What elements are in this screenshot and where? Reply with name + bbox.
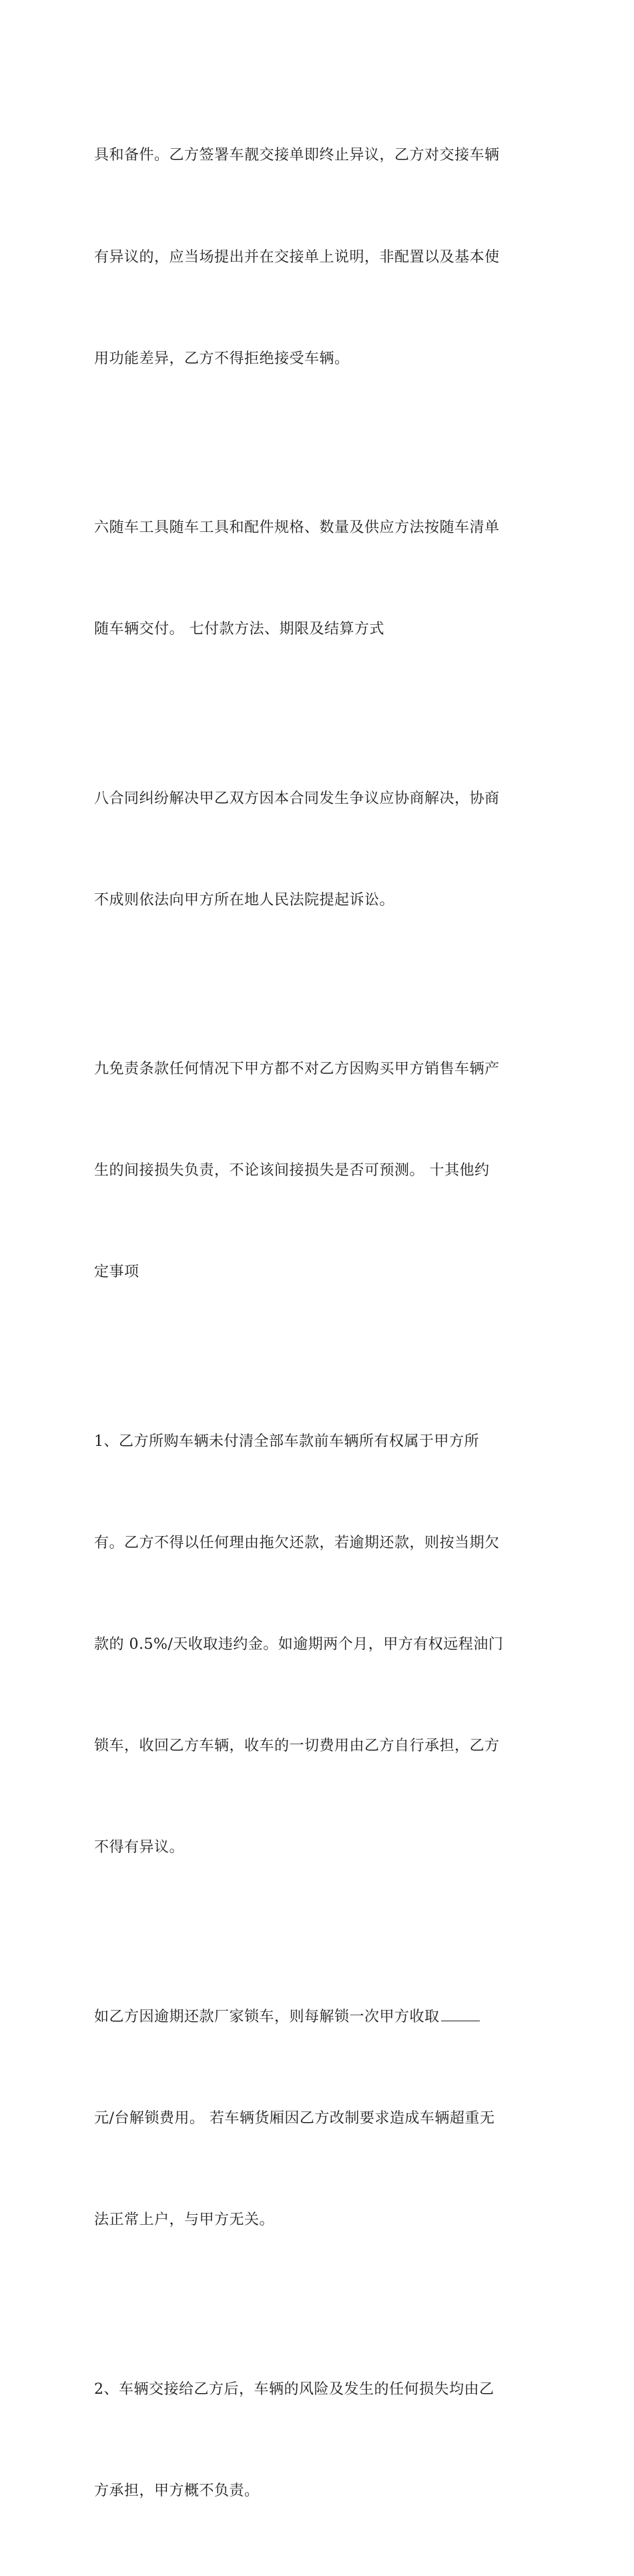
text-line: 元/台解锁费用。 若车辆货厢因乙方改制要求造成车辆超重无 — [94, 2109, 495, 2127]
paragraph-section-6-tools — [94, 444, 548, 715]
text-line: 六随车工具随车工具和配件规格、数量及供应方法按随车清单 — [94, 519, 500, 537]
text-line: 不成则依法向甲方所在地人民法院提起诉讼。 — [94, 891, 395, 909]
text-line: 款的 0.5%/天收取违约金。如逾期两个月，甲方有权远程油门 — [94, 1636, 504, 1653]
paragraph-section-9-disclaimer — [94, 985, 548, 1358]
paragraph-unlock-fee — [94, 1933, 548, 2305]
text-line: 具和备件。乙方签署车靓交接单即终止异议，乙方对交接车辆 — [94, 147, 500, 164]
document-body — [94, 71, 548, 2576]
text-line: 如乙方因逾期还款厂家锁车，则每解锁一次甲方收取 — [94, 2008, 440, 2025]
text-line: 有。乙方不得以任何理由拖欠还款，若逾期还款，则按当期欠 — [94, 1535, 500, 1552]
paragraph-accessories — [94, 71, 548, 444]
text-line: 生的间接损失负责，不论该间接损失是否可预测。 十其他约 — [94, 1162, 490, 1180]
fill-in-blank — [441, 2006, 480, 2021]
text-line: 2、车辆交接给乙方后，车辆的风险及发生的任何损失均由乙 — [94, 2380, 495, 2398]
text-line-with-blank — [94, 2001, 548, 2035]
text-line: 法正常上户，与甲方无关。 — [94, 2212, 275, 2229]
text-line: 方承担，甲方概不负责。 — [94, 2482, 260, 2499]
text-line: 随车辆交付。 七付款方法、期限及结算方式 — [94, 621, 384, 638]
text-line: 不得有异议。 — [94, 1839, 185, 1856]
paragraph-section-8-disputes — [94, 714, 548, 985]
text-line: 1、乙方所购车辆未付清全部车款前车辆所有权属于甲方所 — [94, 1433, 479, 1450]
paragraph-clause-1-ownership — [94, 1358, 548, 1933]
text-line: 八合同纠纷解决甲乙双方因本合同发生争议应协商解决，协商 — [94, 790, 500, 807]
text-line: 锁车，收回乙方车辆，收车的一切费用由乙方自行承担，乙方 — [94, 1738, 500, 1755]
text-line: 定事项 — [94, 1264, 139, 1281]
text-line: 九免责条款任何情况下甲方都不对乙方因购买甲方销售车辆产 — [94, 1061, 500, 1078]
text-line: 用功能差异，乙方不得拒绝接受车辆。 — [94, 350, 350, 367]
paragraph-clause-2-risk — [94, 2305, 548, 2576]
text-line: 有异议的，应当场提出并在交接单上说明，非配置以及基本使 — [94, 248, 500, 266]
